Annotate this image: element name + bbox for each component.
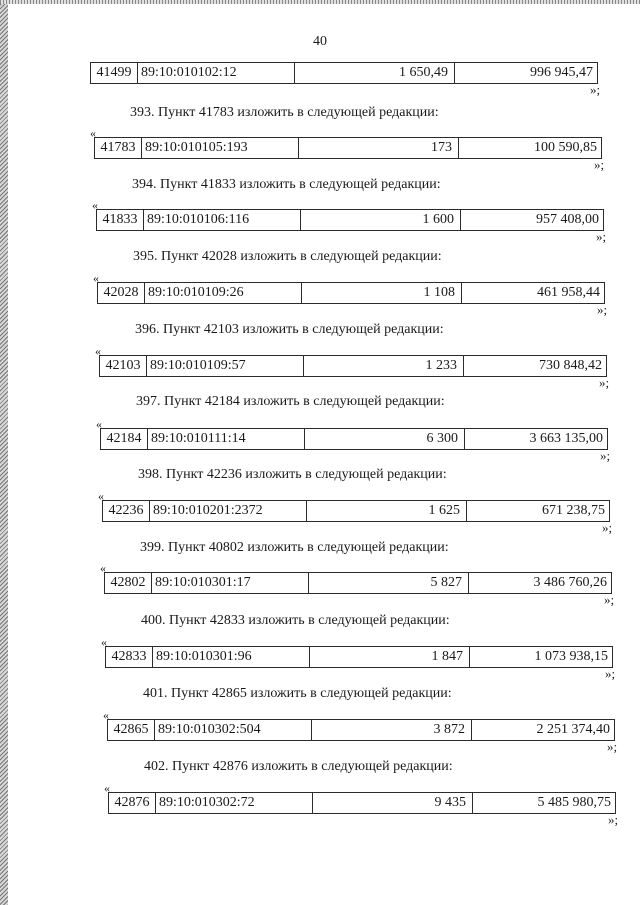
opening-quote: « — [100, 561, 106, 575]
opening-quote: « — [101, 635, 107, 649]
section-heading: 401. Пункт 42865 изложить в следующей редакции: — [143, 686, 452, 701]
closing-quote: »; — [607, 739, 618, 754]
section-heading: 394. Пункт 41833 изложить в следующей редакции: — [132, 177, 441, 192]
closing-quote: »; — [604, 592, 615, 607]
area-value: 6 300 — [305, 429, 465, 449]
area-value: 1 233 — [304, 356, 464, 376]
section-heading: 400. Пункт 42833 изложить в следующей редакции: — [141, 613, 450, 628]
table-row — [99, 355, 607, 377]
section-heading: 395. Пункт 42028 изложить в следующей редакции: — [133, 249, 442, 264]
closing-quote: »; — [594, 157, 605, 172]
cadastral-number: 89:10:010301:96 — [152, 647, 310, 667]
opening-quote: « — [103, 708, 109, 722]
area-value: 1 600 — [301, 210, 461, 230]
cadastral-number: 89:10:010109:57 — [146, 356, 304, 376]
table-row — [108, 792, 616, 814]
opening-quote: « — [98, 489, 104, 503]
area-value: 1 108 — [302, 283, 462, 303]
row-number: 42865 — [108, 720, 155, 740]
opening-quote: « — [90, 126, 96, 140]
area-value: 1 847 — [310, 647, 470, 667]
cadastral-number: 89:10:010302:504 — [154, 720, 312, 740]
closing-quote: »; — [605, 666, 616, 681]
opening-quote: « — [95, 344, 101, 358]
cadastral-value: 957 408,00 — [536, 212, 599, 227]
cadastral-value: 1 073 938,15 — [534, 649, 608, 664]
closing-quote: »; — [596, 229, 607, 244]
section-heading: 399. Пункт 40802 изложить в следующей редакции: — [140, 540, 449, 555]
table-row — [100, 428, 608, 450]
page-number: 40 — [313, 34, 327, 49]
row-number: 42802 — [105, 573, 152, 593]
cadastral-value: 3 663 135,00 — [529, 431, 603, 446]
table-row — [105, 646, 613, 668]
closing-quote: »; — [602, 520, 613, 535]
cadastral-number: 89:10:010105:193 — [141, 138, 299, 158]
row-number: 41499 — [91, 63, 138, 83]
row-number: 42184 — [101, 429, 148, 449]
table-row — [102, 500, 610, 522]
area-value: 9 435 — [313, 793, 473, 813]
table-row — [96, 209, 604, 231]
opening-quote: « — [104, 781, 110, 795]
section-heading: 402. Пункт 42876 изложить в следующей редакции: — [144, 759, 453, 774]
row-number: 42236 — [103, 501, 150, 521]
cadastral-value: 3 486 760,26 — [533, 575, 607, 590]
row-number: 42028 — [98, 283, 145, 303]
area-value: 173 — [299, 138, 459, 158]
cadastral-value: 461 958,44 — [537, 285, 600, 300]
area-value: 5 827 — [309, 573, 469, 593]
closing-quote: »; — [608, 812, 619, 827]
area-value: 1 650,49 — [295, 63, 455, 83]
row-number: 42833 — [106, 647, 153, 667]
cadastral-number: 89:10:010109:26 — [144, 283, 302, 303]
opening-quote: « — [96, 417, 102, 431]
cadastral-number: 89:10:010301:17 — [151, 573, 309, 593]
closing-quote: »; — [590, 82, 601, 97]
closing-quote: »; — [599, 375, 610, 390]
table-row — [107, 719, 615, 741]
cadastral-number: 89:10:010302:72 — [155, 793, 313, 813]
closing-quote: »; — [597, 302, 608, 317]
cadastral-number: 89:10:010102:12 — [137, 63, 295, 83]
cadastral-value: 100 590,85 — [534, 140, 597, 155]
scan-edge-left — [0, 0, 8, 905]
cadastral-number: 89:10:010201:2372 — [149, 501, 307, 521]
table-row — [104, 572, 612, 594]
table-row — [97, 282, 605, 304]
cadastral-number: 89:10:010106:116 — [143, 210, 301, 230]
area-value: 1 625 — [307, 501, 467, 521]
row-number: 41833 — [97, 210, 144, 230]
opening-quote: « — [93, 271, 99, 285]
table-row — [94, 137, 602, 159]
cadastral-value: 2 251 374,40 — [536, 722, 610, 737]
table-row — [90, 62, 598, 84]
closing-quote: »; — [600, 448, 611, 463]
section-heading: 396. Пункт 42103 изложить в следующей редакции: — [135, 322, 444, 337]
scan-edge-top — [0, 0, 640, 4]
row-number: 41783 — [95, 138, 142, 158]
section-heading: 397. Пункт 42184 изложить в следующей редакции: — [136, 394, 445, 409]
opening-quote: « — [92, 198, 98, 212]
cadastral-value: 996 945,47 — [530, 65, 593, 80]
cadastral-value: 5 485 980,75 — [537, 795, 611, 810]
row-number: 42876 — [109, 793, 156, 813]
cadastral-number: 89:10:010111:14 — [147, 429, 305, 449]
cadastral-value: 730 848,42 — [539, 358, 602, 373]
area-value: 3 872 — [312, 720, 472, 740]
cadastral-value: 671 238,75 — [542, 503, 605, 518]
section-heading: 393. Пункт 41783 изложить в следующей редакции: — [130, 105, 439, 120]
section-heading: 398. Пункт 42236 изложить в следующей редакции: — [138, 467, 447, 482]
row-number: 42103 — [100, 356, 147, 376]
